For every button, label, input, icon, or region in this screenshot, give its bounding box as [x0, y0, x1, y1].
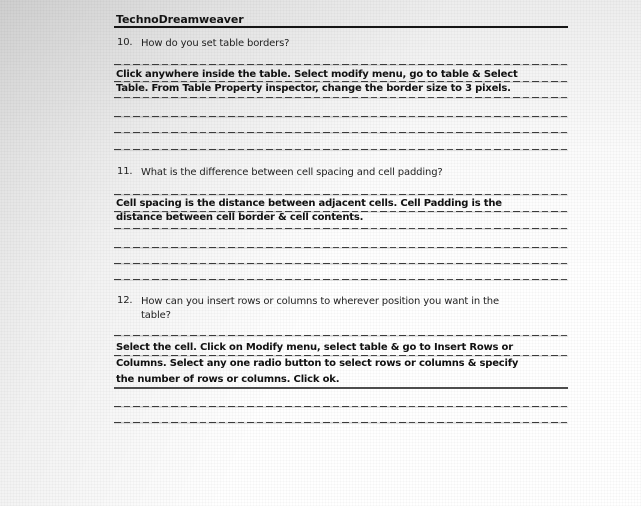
question-12-text	[141, 295, 499, 323]
answer-12-line-1: Select the cell. Click on Modify menu, select table & go to Insert Rows or	[116, 342, 513, 353]
answer-10-line-1: Click anywhere inside the table. Select modify menu, go to table & Select	[116, 69, 518, 80]
answer-12-line-2: Columns. Select any one radio button to select rows or columns & specify	[116, 358, 519, 369]
question-12-number: 12.	[117, 295, 133, 306]
answer-11-line-1: Cell spacing is the distance between adjacent cells. Cell Padding is the	[116, 198, 502, 209]
answer-10	[116, 68, 518, 96]
ruled-line	[114, 116, 568, 117]
answer-11	[116, 197, 502, 225]
ruled-line	[114, 149, 568, 150]
answer-12	[116, 340, 518, 388]
question-10-text: How do you set table borders?	[141, 38, 290, 49]
ruled-line	[114, 279, 568, 280]
answer-11-line-2: distance between cell border & cell contents.	[116, 212, 364, 223]
question-10-number: 10.	[117, 37, 133, 48]
header-underline	[114, 26, 568, 28]
question-12-text-line-1: How can you insert rows or columns to wherever position you want in the	[141, 296, 499, 307]
question-11-number: 11.	[117, 166, 133, 177]
ruled-line	[114, 194, 568, 195]
question-11-text: What is the difference between cell spacing and cell padding?	[141, 167, 443, 178]
page-title: TechnoDreamweaver	[116, 13, 244, 26]
ruled-line	[114, 406, 568, 407]
question-12-text-line-2: table?	[141, 310, 171, 321]
ruled-line	[114, 228, 568, 229]
ruled-line-solid	[114, 387, 568, 389]
ruled-line	[114, 263, 568, 264]
ruled-line	[114, 422, 568, 423]
answer-12-line-3: the number of rows or columns. Click ok.	[116, 374, 340, 385]
ruled-line	[114, 97, 568, 98]
ruled-line	[114, 64, 568, 65]
ruled-line	[114, 132, 568, 133]
ruled-line	[114, 247, 568, 248]
answer-10-line-2: Table. From Table Property inspector, change the border size to 3 pixels.	[116, 83, 511, 94]
ruled-line	[114, 335, 568, 336]
